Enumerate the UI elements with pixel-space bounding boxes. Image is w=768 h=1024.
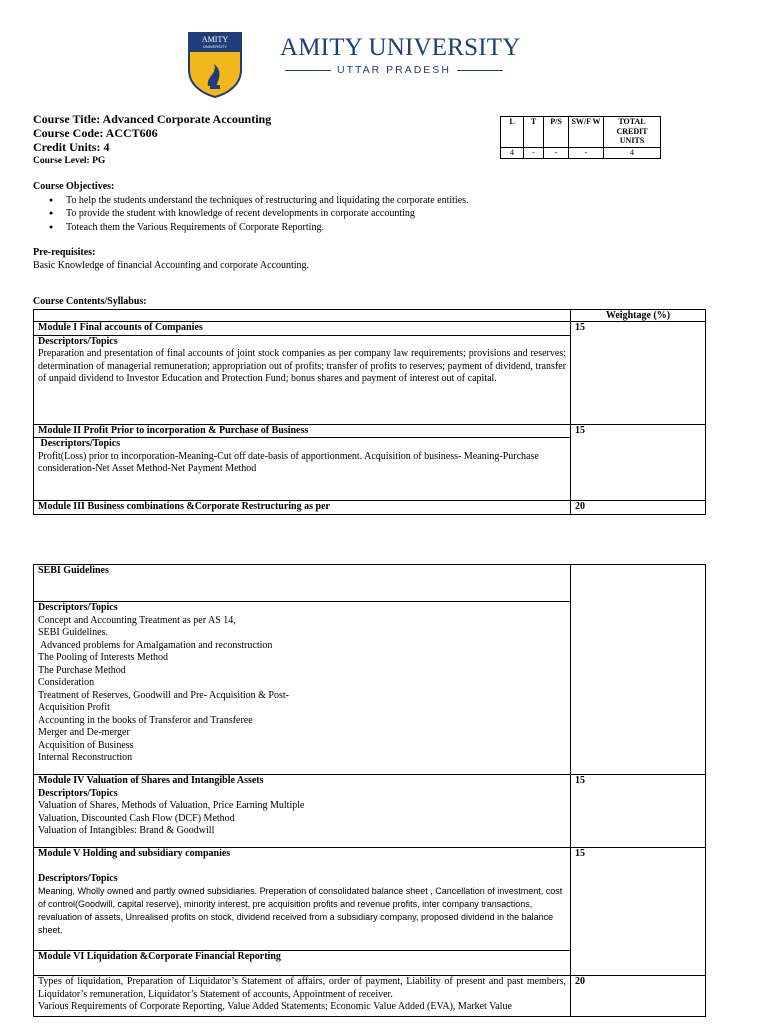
crest-text-university: UNIVERSITY [202, 44, 228, 49]
credit-header-ps: P/S [544, 117, 569, 148]
course-title: Course Title: Advanced Corporate Accounting [33, 112, 272, 126]
topic-line: Acquisition Profit [38, 702, 110, 713]
module-title-continued: SEBI Guidelines [34, 565, 571, 602]
credit-header-row [501, 117, 661, 148]
course-level: Course Level: PG [33, 156, 106, 166]
module-title: Module II Profit Prior to incorporation & Purchase of Business [34, 424, 571, 438]
descriptor-label: Descriptors/Topics [38, 335, 118, 347]
credit-units: Credit Units: 4 [33, 140, 110, 154]
university-state [285, 64, 503, 76]
prerequisites-text: Basic Knowledge of financial Accounting and corporate Accounting. [33, 260, 310, 271]
descriptor-label: Descriptors/Topics [38, 438, 121, 449]
module-row [34, 848, 706, 951]
objective-item: ● Toteach them the Various Requirements of Corporate Reporting. [66, 221, 733, 235]
credit-header-t: T [524, 117, 544, 148]
header-blank-cell [34, 310, 571, 322]
credit-value-ps: - [544, 148, 569, 159]
credit-table [500, 116, 661, 159]
topic-line: Treatment of Reserves, Goodwill and Pre- Acquisition & Post- [38, 689, 289, 701]
module-text: Profit(Loss) prior to incorporation-Meaning-Cut off date-basis of apportionment. Acquisition of business- Meaning-Purchase consideration-Net Asset Method-Net Payment Method [38, 450, 539, 474]
module-content [34, 848, 571, 951]
prerequisites [33, 246, 309, 272]
credit-header-l: L [501, 117, 524, 148]
syllabus-table-part2 [33, 564, 706, 1017]
divider-line-right [457, 70, 503, 71]
syllabus-heading: Course Contents/Syllabus: [33, 296, 147, 307]
descriptor-label: Descriptors/Topics [38, 602, 118, 613]
module-row [34, 976, 706, 1017]
spacer [38, 861, 566, 873]
objective-item: ● To provide the student with knowledge of recent developments in corporate accounting [66, 207, 733, 221]
prerequisites-heading: Pre-requisites: [33, 247, 96, 258]
objectives-heading: Course Objectives: [33, 181, 115, 192]
module-content [34, 335, 571, 424]
descriptor-label: Descriptors/Topics [38, 787, 118, 799]
module-weight: 20 [571, 501, 706, 515]
module-text-2: Various Requirements of Corporate Reporting, Value Added Statements; Economic Value Added (EVA), Market Value [38, 1001, 512, 1012]
credit-header-total: TOTAL CREDIT UNITS [604, 117, 661, 148]
topic-line: Concept and Accounting Treatment as per AS 14, [38, 614, 236, 626]
topic-line: Internal Reconstruction [38, 752, 133, 763]
module-title: Module IV Valuation of Shares and Intangible Assets [38, 775, 264, 786]
module-content [34, 976, 571, 1017]
module-text: Types of liquidation, Preparation of Liquidator’s Statement of affairs, order of payment, Liability of present and past members, Liquidator’s remuneration, Liquidator’s Statement of accounts, Appointment of receiver. [38, 976, 566, 1000]
module-weight: 15 [571, 848, 706, 976]
module-weight: 20 [571, 976, 706, 1017]
course-objectives [33, 180, 733, 234]
weightage-header-row [34, 310, 706, 322]
module-weight-blank [571, 565, 706, 775]
weightage-header: Weightage (%) [571, 310, 706, 322]
module-row [34, 775, 706, 848]
credit-value-row [501, 148, 661, 159]
topic-line: Consideration [38, 677, 95, 688]
module-content [34, 775, 571, 848]
module-weight: 15 [571, 775, 706, 848]
topic-line: Merger and De-merger [38, 727, 130, 738]
module-weight: 15 [571, 322, 706, 425]
state-label: UTTAR PRADESH [337, 64, 451, 76]
module-title: Module VI Liquidation &Corporate Financial Reporting [34, 951, 571, 976]
credit-value-total: 4 [604, 148, 661, 159]
descriptor-label: Descriptors/Topics [38, 872, 118, 884]
course-info [33, 112, 271, 168]
module-text: Preparation and presentation of final accounts of joint stock companies as per company law requirements; provisions and reserves; determination of managerial remuneration; appropriation out of profits; transfer of profits to reserves; payment of dividend, transfer of unpaid dividend to Investor Education and Protection Fund; bonus shares and payment of interest out of capital. [38, 348, 566, 384]
module-content [34, 438, 571, 501]
credit-value-l: 4 [501, 148, 524, 159]
topic-line: Acquisition of Business [38, 739, 134, 751]
amity-crest-logo [186, 30, 244, 98]
syllabus-table-part1 [33, 309, 706, 515]
module-row [34, 501, 706, 515]
module-title: Module I Final accounts of Companies [34, 322, 571, 336]
module-content [34, 602, 571, 775]
topic-line: Valuation, Discounted Cash Flow (DCF) Method [38, 812, 235, 824]
credit-value-t: - [524, 148, 544, 159]
module-text: Meaning, Wholly owned and partly owned subsidiaries. Preperation of consolidated balance sheet , Cancellation of investment, cost of control(Goodwill, capital reserve), minority interest, pre acquisition profits and revenue profits, inter company transactions, revaluation of assets, Unrealised profits on stock, dividend received from a subsidiary company, proposed dividend in the balance sheet. [38, 886, 563, 935]
topic-line: Valuation of Intangibles: Brand & Goodwill [38, 825, 215, 836]
module-row [34, 322, 706, 336]
divider-line-left [285, 70, 331, 71]
module-row [34, 424, 706, 438]
credit-header-swfw: SW/F W [569, 117, 604, 148]
objective-item: ● To help the students understand the techniques of restructuring and liquidating the corporate entities. [66, 194, 733, 208]
crest-text-amity: AMITY [201, 35, 229, 44]
module-title: Module III Business combinations &Corporate Restructuring as per [34, 501, 571, 515]
module-row [34, 565, 706, 602]
credit-value-swfw: - [569, 148, 604, 159]
topic-line: The Pooling of Interests Method [38, 652, 168, 663]
university-name: AMITY UNIVERSITY [280, 34, 521, 61]
topic-line: Accounting in the books of Transferor and Transferee [38, 714, 253, 726]
topic-line: Valuation of Shares, Methods of Valuation, Price Earning Multiple [38, 800, 305, 811]
module-title: Module V Holding and subsidiary companies [38, 848, 231, 859]
module-weight: 15 [571, 424, 706, 501]
topic-line: SEBI Guidelines. [38, 627, 108, 638]
topic-line: Advanced problems for Amalgamation and reconstruction [38, 639, 273, 651]
objectives-list [33, 194, 733, 235]
course-code: Course Code: ACCT606 [33, 126, 158, 140]
topic-line: The Purchase Method [38, 664, 126, 676]
